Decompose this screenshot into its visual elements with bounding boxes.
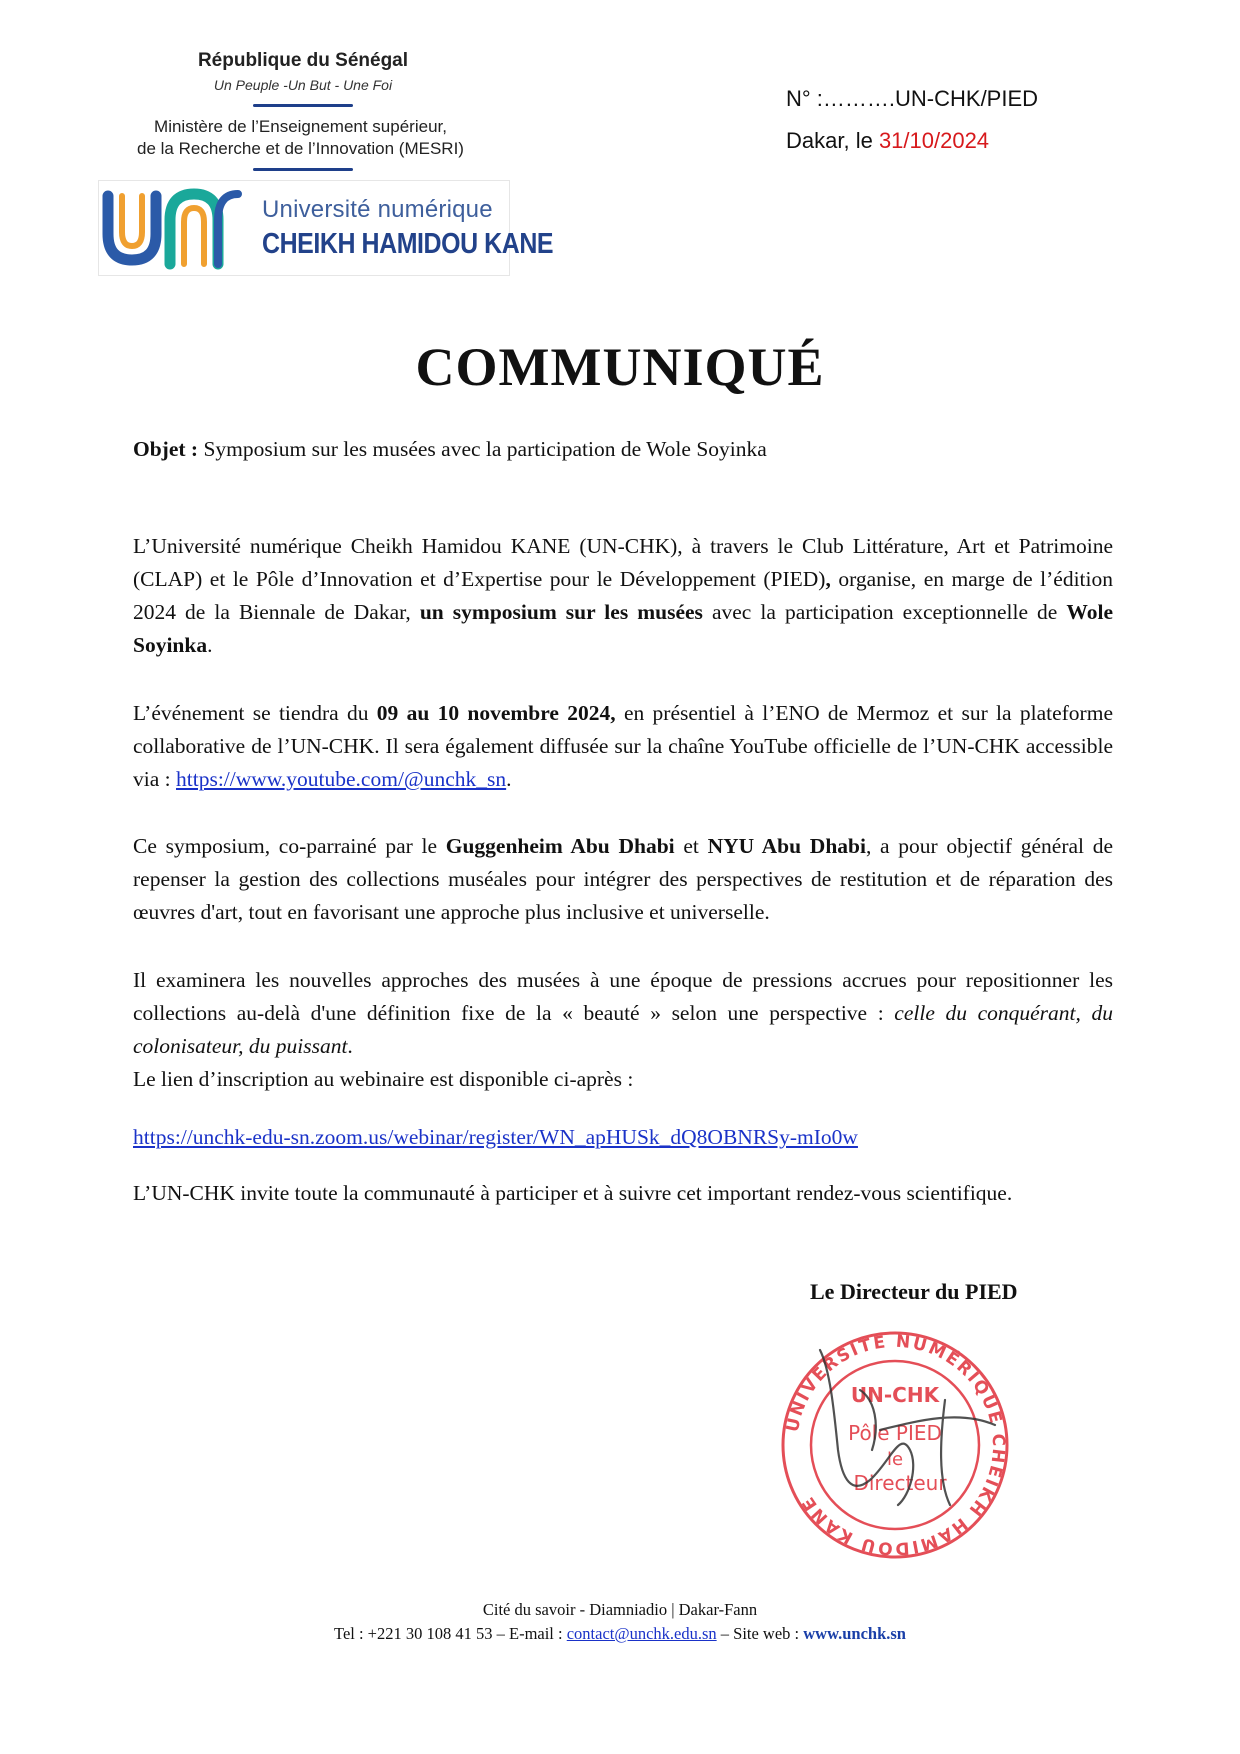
date-value: 31/10/2024 [878,128,990,153]
p2-period: . [506,767,512,791]
ministry-name [108,116,493,160]
reference-number: N° :……….UN-CHK/PIED [786,86,1039,111]
unchk-logo-icon [100,182,250,272]
paragraph-approaches [133,964,1113,1096]
footer-contacts [0,1624,1240,1644]
footer-phone: Tel : +221 30 108 41 53 – E-mail : [334,1624,567,1643]
document-title: COMMUNIQUÉ [415,337,825,397]
webinar-registration-link[interactable]: https://unchk-edu-sn.zoom.us/webinar/register/WN_apHUSk_dQ8OBNRSy-mIo0w [133,1125,858,1149]
header-rule-bottom [253,168,353,171]
footer-address: Cité du savoir - Diamniadio | Dakar-Fann [482,1600,758,1619]
paragraph-intro [133,530,1113,662]
p4-text-a: Il examinera les nouvelles approches des musées à une époque de pressions accrues pour repositionner les collections au-delà d'une définition fixe de la « beauté » selon une perspective : [133,968,1113,1025]
subject-label: Objet : [133,437,199,461]
p4-italic-quote: celle du conquérant, du colonisateur, du puissant [133,1001,1113,1058]
official-stamp-icon [760,1330,1030,1560]
svg-text:UNIVERSITE NUMÉRIQUE CHEIKH HA [783,1332,1008,1559]
ministry-line-2: de la Recherche et de l’Innovation (MESRI) [137,139,464,158]
subject-line [133,433,1113,466]
document-date [786,128,989,154]
p3-text-c: et [674,834,708,858]
p1-text-c: organise, en marge de l’édition 2024 de la Biennale de Dakar, [133,567,1113,624]
webinar-link-line [133,1121,1113,1154]
logo-text-university: Université numérique [262,196,493,223]
p2-dates-bold: 09 au 10 novembre 2024, [376,701,616,725]
paragraph-invitation: L’UN-CHK invite toute la communauté à participer et à suivre cet important rendez-vous scientifique. [133,1181,1013,1205]
date-prefix: Dakar, le [786,128,879,153]
footer-email-link[interactable]: contact@unchk.edu.sn [566,1624,717,1643]
p3-text-a: Ce symposium, co-parrainé par le [133,834,446,858]
youtube-link[interactable]: https://www.youtube.com/@unchk_sn [176,767,507,791]
p2-text-c: en présentiel à l’ENO de Mermoz et sur la plateforme collaborative de l’UN-CHK. Il sera également diffusée sur la chaîne YouTube officielle de l’UN-CHK accessible via : [133,701,1113,791]
p3-guggenheim-bold: Guggenheim Abu Dhabi [445,834,675,858]
p1-text-a: L’Université numérique Cheikh Hamidou KANE (UN-CHK), à travers le Club Littérature, Art et Patrimoine (CLAP) et le Pôle d’Innovation et d’Expertise pour le Développement (PIED) [133,534,1113,591]
footer-website[interactable]: www.unchk.sn [803,1624,906,1643]
p4-period: . [347,1034,353,1058]
national-motto: Un Peuple -Un But - Une Foi [213,77,393,93]
stamp-line-3: le [886,1449,904,1470]
p1-text-e: avec la participation exceptionnelle de [702,600,1067,624]
stamp-line-1: UN-CHK [850,1383,940,1407]
p3-nyu-bold: NYU Abu Dhabi [707,834,866,858]
p1-comma: , [825,567,831,591]
paragraph-sponsors [133,830,1113,929]
p1-period: . [207,633,213,657]
p1-symposium-bold: un symposium sur les musées [419,600,703,624]
ministry-line-1: Ministère de l’Enseignement supérieur, [154,117,447,136]
stamp-line-4: Directeur [853,1471,947,1495]
paragraph-event-dates [133,697,1113,796]
republic-name: République du Sénégal [197,50,409,71]
stamp-ring-text: UNIVERSITE NUMÉRIQUE CHEIKH HAMIDOU KANE [782,1331,1009,1559]
footer-site-label: – Site web : [716,1624,804,1643]
p2-text-a: L’événement se tiendra du [133,701,377,725]
p1-soyinka-bold: Wole Soyinka [133,600,1113,657]
header-rule-top [253,104,353,107]
p4-registration-intro: Le lien d’inscription au webinaire est disponible ci-après : [133,1067,634,1091]
subject-text: Symposium sur les musées avec la participation de Wole Soyinka [198,437,767,461]
p3-text-e: , a pour objectif général de repenser la gestion des collections muséales pour intégrer des perspectives de restitution et de réparation des œuvres d'art, tout en favorisant une approche plus inclusive et universelle. [133,834,1114,924]
signatory-title: Le Directeur du PIED [810,1279,1018,1304]
logo-text-name: CHEIKH HAMIDOU KANE [262,228,554,260]
stamp-line-2: Pôle PIED [848,1421,942,1445]
